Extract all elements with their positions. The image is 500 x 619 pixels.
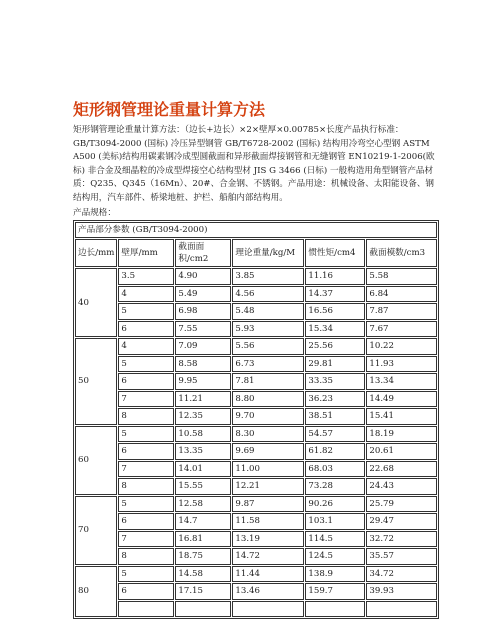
weight-cell: 13.46	[232, 583, 304, 600]
inertia-cell: 124.5	[305, 548, 365, 565]
area-cell: 13.35	[175, 443, 231, 460]
inertia-cell: 61.82	[305, 443, 365, 460]
weight-cell: 5.56	[232, 338, 304, 355]
weight-cell: 9.69	[232, 443, 304, 460]
modulus-cell: 32.72	[366, 531, 437, 548]
side-length-cell: 40	[75, 268, 117, 337]
inertia-cell: 14.37	[305, 286, 365, 303]
weight-cell: 14.72	[232, 548, 304, 565]
inertia-cell: 15.34	[305, 321, 365, 338]
side-length-cell: 80	[75, 566, 117, 618]
weight-cell: 8.80	[232, 391, 304, 408]
area-cell: 7.55	[175, 321, 231, 338]
table-row	[75, 461, 437, 478]
table-row	[75, 583, 437, 600]
area-cell	[175, 601, 231, 618]
thickness-cell: 8	[118, 478, 174, 495]
table-row	[75, 443, 437, 460]
area-cell: 18.75	[175, 548, 231, 565]
spec-table-container	[73, 220, 439, 619]
modulus-cell: 7.87	[366, 303, 437, 320]
inertia-cell: 29.81	[305, 356, 365, 373]
area-cell: 14.58	[175, 566, 231, 583]
weight-cell: 11.44	[232, 566, 304, 583]
inertia-cell: 103.1	[305, 513, 365, 530]
table-row	[75, 356, 437, 373]
modulus-cell: 5.58	[366, 268, 437, 285]
inertia-cell: 38.51	[305, 408, 365, 425]
weight-cell: 12.21	[232, 478, 304, 495]
inertia-cell: 73.28	[305, 478, 365, 495]
table-row	[75, 338, 437, 355]
weight-cell: 4.56	[232, 286, 304, 303]
column-header-area: 截面面积/cm2	[175, 239, 231, 267]
weight-cell: 13.19	[232, 531, 304, 548]
inertia-cell: 90.26	[305, 496, 365, 513]
table-row	[75, 268, 437, 285]
inertia-cell: 54.57	[305, 426, 365, 443]
inertia-cell: 36.23	[305, 391, 365, 408]
weight-cell: 5.93	[232, 321, 304, 338]
table-row	[75, 513, 437, 530]
thickness-cell: 5	[118, 426, 174, 443]
area-cell: 12.58	[175, 496, 231, 513]
modulus-cell: 10.22	[366, 338, 437, 355]
modulus-cell	[366, 601, 437, 618]
modulus-cell: 15.41	[366, 408, 437, 425]
table-row	[75, 391, 437, 408]
thickness-cell: 7	[118, 391, 174, 408]
weight-cell: 8.30	[232, 426, 304, 443]
thickness-cell: 5	[118, 303, 174, 320]
modulus-cell: 20.61	[366, 443, 437, 460]
side-length-cell: 50	[75, 338, 117, 425]
weight-cell: 7.81	[232, 373, 304, 390]
thickness-cell: 7	[118, 531, 174, 548]
weight-cell: 5.48	[232, 303, 304, 320]
weight-cell: 3.85	[232, 268, 304, 285]
area-cell: 12.35	[175, 408, 231, 425]
inertia-cell: 25.56	[305, 338, 365, 355]
table-row	[75, 601, 437, 618]
column-header-weight: 理论重量/kg/M	[232, 239, 304, 267]
weight-cell: 9.70	[232, 408, 304, 425]
side-length-cell: 70	[75, 496, 117, 565]
thickness-cell: 5	[118, 566, 174, 583]
area-cell: 6.98	[175, 303, 231, 320]
weight-cell: 9.87	[232, 496, 304, 513]
area-cell: 9.95	[175, 373, 231, 390]
modulus-cell: 13.34	[366, 373, 437, 390]
column-header-modulus: 截面模数/cm3	[366, 239, 437, 267]
table-row	[75, 531, 437, 548]
modulus-cell: 11.93	[366, 356, 437, 373]
column-header-side: 边长/mm	[75, 239, 117, 267]
inertia-cell: 68.03	[305, 461, 365, 478]
modulus-cell: 6.84	[366, 286, 437, 303]
thickness-cell: 8	[118, 548, 174, 565]
column-header-inertia: 惯性矩/cm4	[305, 239, 365, 267]
area-cell: 8.58	[175, 356, 231, 373]
area-cell: 17.15	[175, 583, 231, 600]
table-row	[75, 426, 437, 443]
inertia-cell: 114.5	[305, 531, 365, 548]
thickness-cell: 4	[118, 338, 174, 355]
weight-cell: 11.58	[232, 513, 304, 530]
table-row	[75, 566, 437, 583]
modulus-cell: 22.68	[366, 461, 437, 478]
thickness-cell: 7	[118, 461, 174, 478]
modulus-cell: 7.67	[366, 321, 437, 338]
modulus-cell: 35.57	[366, 548, 437, 565]
area-cell: 4.90	[175, 268, 231, 285]
spec-table	[74, 238, 438, 618]
area-cell: 11.21	[175, 391, 231, 408]
area-cell: 10.58	[175, 426, 231, 443]
table-caption: 产品部分参数 (GB/T3094-2000)	[75, 222, 437, 238]
thickness-cell: 6	[118, 583, 174, 600]
weight-cell: 11.00	[232, 461, 304, 478]
modulus-cell: 39.93	[366, 583, 437, 600]
thickness-cell: 3.5	[118, 268, 174, 285]
table-header-row	[75, 239, 437, 267]
modulus-cell: 29.47	[366, 513, 437, 530]
table-row	[75, 286, 437, 303]
thickness-cell: 6	[118, 443, 174, 460]
thickness-cell: 5	[118, 356, 174, 373]
area-cell: 15.55	[175, 478, 231, 495]
thickness-cell: 6	[118, 321, 174, 338]
modulus-cell: 14.49	[366, 391, 437, 408]
weight-cell: 6.73	[232, 356, 304, 373]
page-title: 矩形钢管理论重量计算方法	[73, 100, 266, 119]
area-cell: 7.09	[175, 338, 231, 355]
modulus-cell: 25.79	[366, 496, 437, 513]
inertia-cell: 138.9	[305, 566, 365, 583]
modulus-cell: 18.19	[366, 426, 437, 443]
table-row	[75, 496, 437, 513]
table-row	[75, 408, 437, 425]
table-row	[75, 478, 437, 495]
thickness-cell: 6	[118, 513, 174, 530]
table-row	[75, 548, 437, 565]
table-row	[75, 321, 437, 338]
spec-label: 产品规格：	[73, 208, 116, 218]
intro-paragraph: 矩形钢管理论重量计算方法：（边长+边长）×2×壁厚×0.00785×长度产品执行标准：GB/T3094-2000 (国标) 冷压异型钢管 GB/T6728-2002 (国标) 结构用冷弯空心型钢 ASTM A500 (美标)结构用碳素钢冷成型圆截面和异形截面焊接钢管和无缝钢管 EN10219-1-2006(欧标) 非合金及细晶粒的冷成型焊接空心结构型材 JIS G 3466 (日标) 一般构造用角型钢管产品材质：Q235、Q345（16Mn）、20#、合金钢、不锈钢。产品用途：机械设备、太阳能设备、钢结构用，汽车部件、桥梁地桩、护栏、船舶内部结构用。	[73, 125, 435, 203]
area-cell: 14.01	[175, 461, 231, 478]
table-row	[75, 373, 437, 390]
weight-cell	[232, 601, 304, 618]
side-length-cell: 60	[75, 426, 117, 495]
thickness-cell: 4	[118, 286, 174, 303]
modulus-cell: 24.43	[366, 478, 437, 495]
area-cell: 14.7	[175, 513, 231, 530]
table-row	[75, 303, 437, 320]
thickness-cell: 6	[118, 373, 174, 390]
thickness-cell: 8	[118, 408, 174, 425]
inertia-cell: 16.56	[305, 303, 365, 320]
thickness-cell	[118, 601, 174, 618]
column-header-thickness: 壁厚/mm	[118, 239, 174, 267]
area-cell: 16.81	[175, 531, 231, 548]
area-cell: 5.49	[175, 286, 231, 303]
modulus-cell: 34.72	[366, 566, 437, 583]
inertia-cell: 33.35	[305, 373, 365, 390]
inertia-cell: 11.16	[305, 268, 365, 285]
inertia-cell: 159.7	[305, 583, 365, 600]
thickness-cell: 5	[118, 496, 174, 513]
inertia-cell	[305, 601, 365, 618]
